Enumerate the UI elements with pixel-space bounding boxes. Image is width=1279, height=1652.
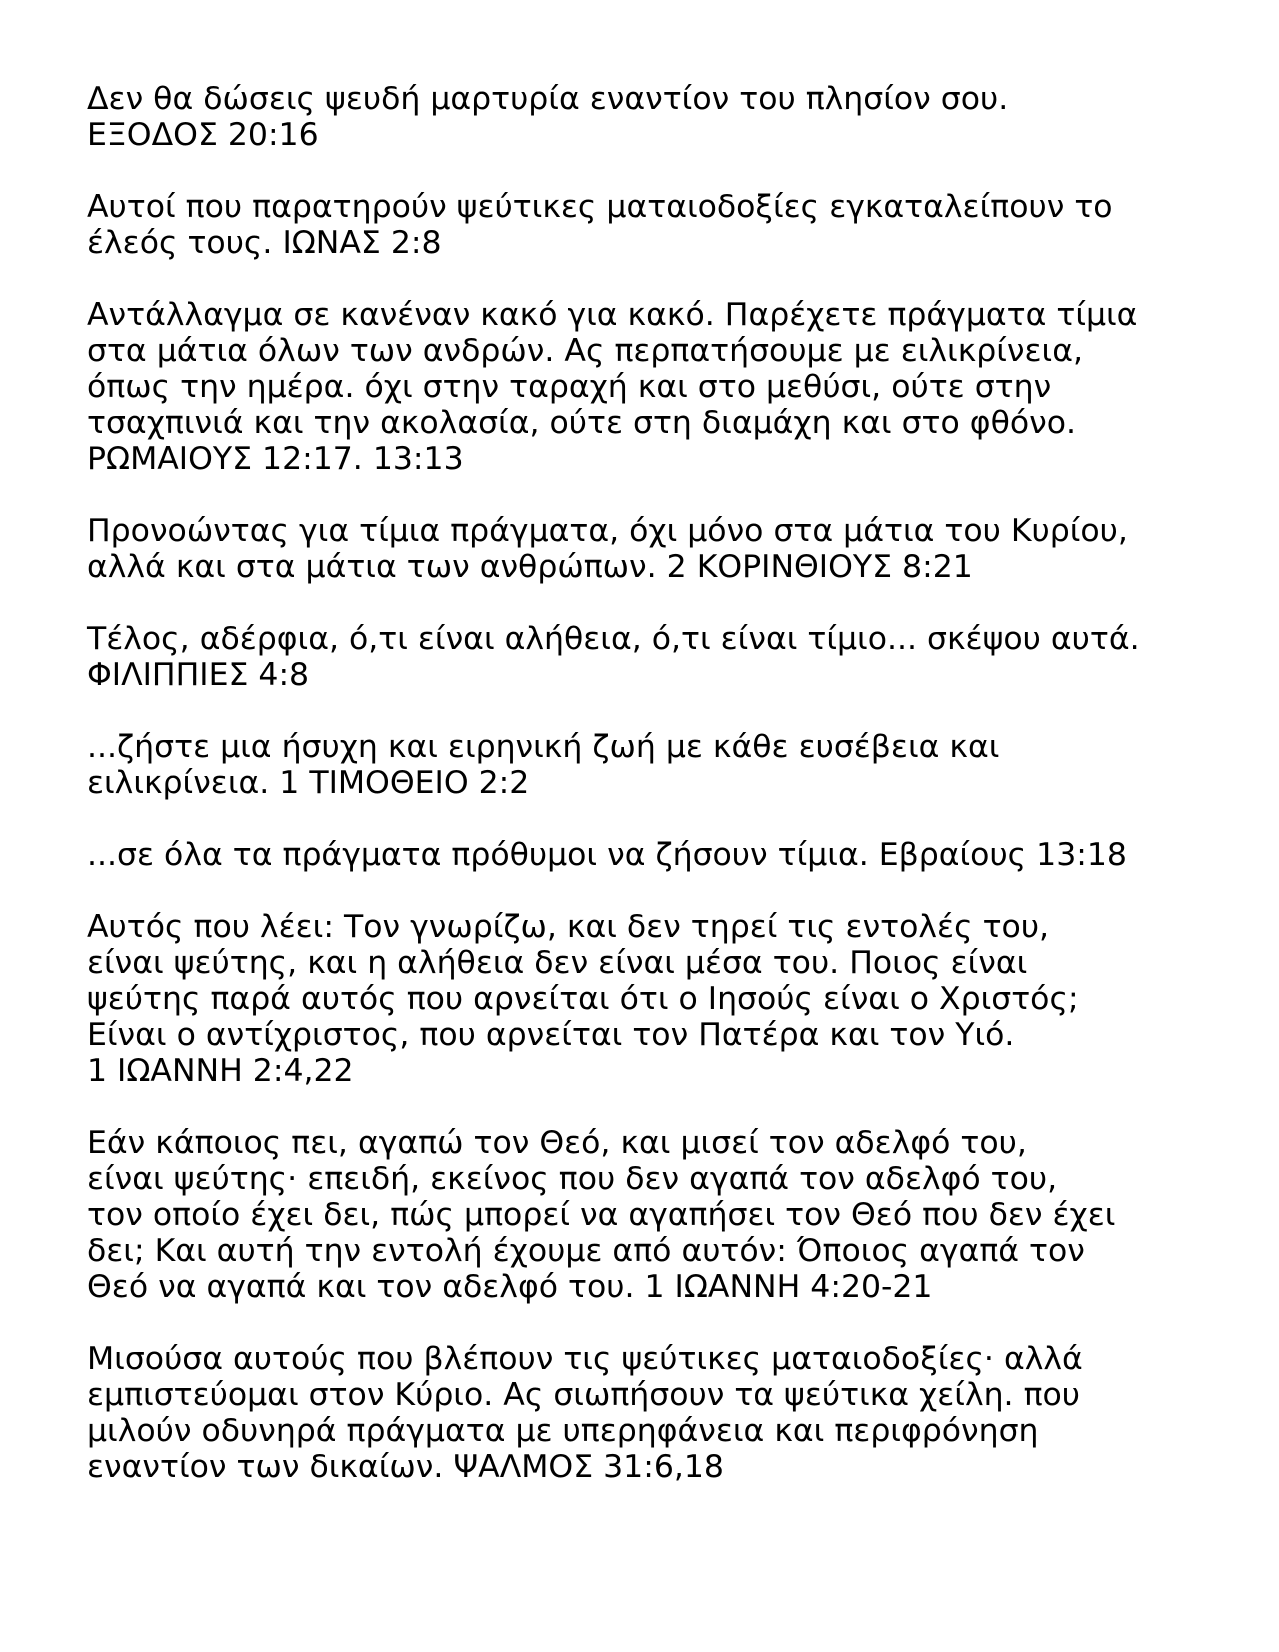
passage-1-john-2 [87, 909, 1257, 1089]
passage-reference: ΕΞΟΔΟΣ 20:16 [87, 117, 319, 153]
passage-line: μιλούν οδυνηρά πράγματα με υπερηφάνεια και περιφρόνηση [87, 1413, 1039, 1449]
passage-line: ειλικρίνεια. 1 ΤΙΜΟΘΕΙΟ 2:2 [87, 765, 530, 801]
passage-line: Αντάλλαγμα σε κανέναν κακό για κακό. Παρέχετε πράγματα τίμια [87, 297, 1138, 333]
passage-line: ...σε όλα τα πράγματα πρόθυμοι να ζήσουν τίμια. Εβραίους 13:18 [87, 837, 1127, 873]
passage-line: Τέλος, αδέρφια, ό,τι είναι αλήθεια, ό,τι είναι τίμιο... σκέψου αυτά. [87, 621, 1140, 657]
passage-philippians [87, 621, 1257, 693]
passage-line: ψεύτης παρά αυτός που αρνείται ότι ο Ιησούς είναι ο Χριστός; [87, 981, 1079, 1017]
passage-line: Θεό να αγαπά και τον αδελφό του. 1 ΙΩΑΝΝΗ 4:20-21 [87, 1269, 933, 1305]
passage-line: Προνοώντας για τίμια πράγματα, όχι μόνο στα μάτια του Κυρίου, [87, 513, 1128, 549]
passage-line: εμπιστεύομαι στον Κύριο. Ας σιωπήσουν τα ψεύτικα χείλη. που [87, 1377, 1081, 1413]
passage-2-corinthians [87, 513, 1257, 585]
passage-line: Είναι ο αντίχριστος, που αρνείται τον Πατέρα και τον Υιό. [87, 1017, 1015, 1053]
passage-hebrews [87, 837, 1257, 873]
passage-line: Εάν κάποιος πει, αγαπώ τον Θεό, και μισεί τον αδελφό του, [87, 1125, 1027, 1161]
passage-line: στα μάτια όλων των ανδρών. Ας περπατήσουμε με ειλικρίνεια, [87, 333, 1083, 369]
passage-1-timothy [87, 729, 1257, 801]
passage-psalm [87, 1341, 1257, 1485]
passage-exodus [87, 81, 1257, 153]
passage-line: εναντίον των δικαίων. ΨΑΛΜΟΣ 31:6,18 [87, 1449, 724, 1485]
passage-reference: ΡΩΜΑΙΟΥΣ 12:17. 13:13 [87, 441, 464, 477]
passage-line: Αυτός που λέει: Τον γνωρίζω, και δεν τηρεί τις εντολές του, [87, 909, 1050, 945]
document-page [87, 81, 1257, 1521]
passage-line: τον οποίο έχει δει, πώς μπορεί να αγαπήσει τον Θεό που δεν έχει [87, 1197, 1116, 1233]
passage-line: έλεός τους. ΙΩΝΑΣ 2:8 [87, 225, 442, 261]
passage-jonah [87, 189, 1257, 261]
passage-romans [87, 297, 1257, 477]
passage-line: είναι ψεύτης, και η αλήθεια δεν είναι μέσα του. Ποιος είναι [87, 945, 1028, 981]
passage-line: ...ζήστε μια ήσυχη και ειρηνική ζωή με κάθε ευσέβεια και [87, 729, 1000, 765]
passage-line: αλλά και στα μάτια των ανθρώπων. 2 ΚΟΡΙΝΘΙΟΥΣ 8:21 [87, 549, 973, 585]
passage-line: τσαχπινιά και την ακολασία, ούτε στη διαμάχη και στο φθόνο. [87, 405, 1077, 441]
passage-line: Μισούσα αυτούς που βλέπουν τις ψεύτικες ματαιοδοξίες· αλλά [87, 1341, 1083, 1377]
passage-reference: 1 ΙΩΑΝΝΗ 2:4,22 [87, 1053, 354, 1089]
passage-line: όπως την ημέρα. όχι στην ταραχή και στο μεθύσι, ούτε στην [87, 369, 1052, 405]
passage-1-john-4 [87, 1125, 1257, 1305]
passage-reference: ΦΙΛΙΠΠΙΕΣ 4:8 [87, 657, 310, 693]
passage-line: Αυτοί που παρατηρούν ψεύτικες ματαιοδοξίες εγκαταλείπουν το [87, 189, 1113, 225]
passage-line: είναι ψεύτης· επειδή, εκείνος που δεν αγαπά τον αδελφό του, [87, 1161, 1058, 1197]
passage-line: Δεν θα δώσεις ψευδή μαρτυρία εναντίον του πλησίον σου. [87, 81, 1009, 117]
passage-line: δει; Και αυτή την εντολή έχουμε από αυτόν: Όποιος αγαπά τον [87, 1233, 1085, 1269]
